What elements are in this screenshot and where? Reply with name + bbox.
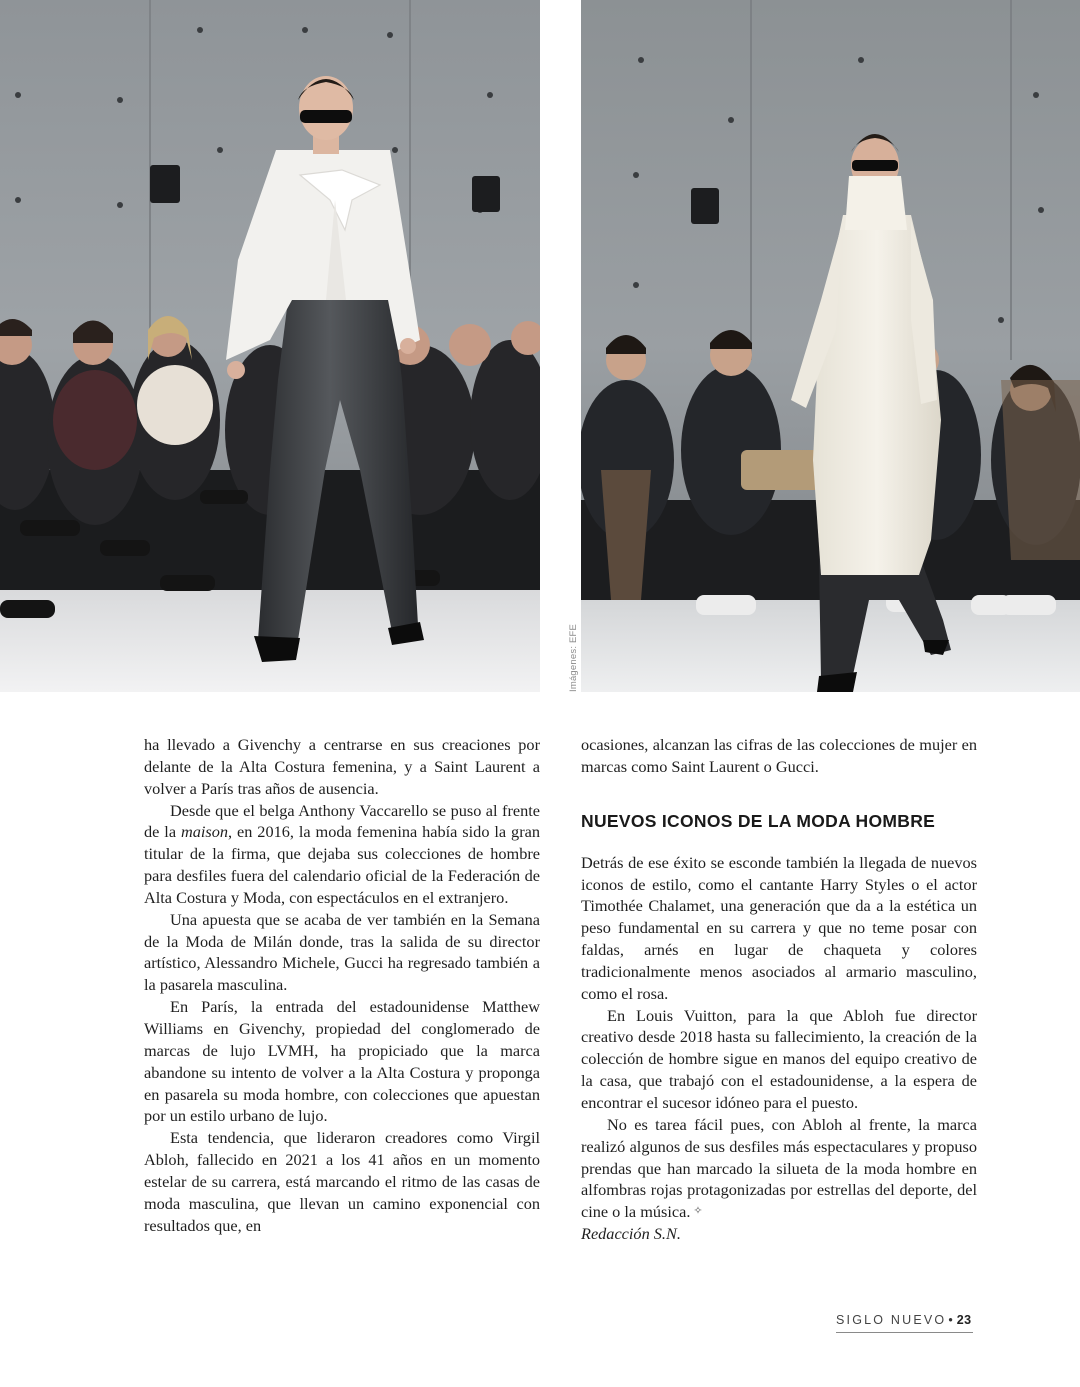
publication-name: SIGLO NUEVO bbox=[836, 1313, 947, 1327]
italic-term: maison bbox=[180, 822, 229, 842]
page-footer bbox=[836, 1313, 973, 1333]
paragraph: Esta tendencia, que lideraron creadores como Virgil Abloh, fallecido en 2021 a los 41 años en un momento estelar de su carrera, está marcando el ritmo de las casas de moda masculina, que llevan un camino exponencial con resultados que, en bbox=[144, 1128, 540, 1235]
article-column-left bbox=[144, 734, 540, 1236]
paragraph: Detrás de ese éxito se esconde también la llegada de nuevos iconos de estilo, como el cantante Harry Styles o el actor Timothée Chalamet, una generación que da a la estética un peso fundamental en su carrera y que no teme posar con faldas, arnés en lugar de chaqueta y colores tradicionalmente menos asociados al armario masculino, como el rosa. bbox=[581, 852, 977, 1003]
runway-photo-right-illustration bbox=[581, 0, 1080, 692]
paragraph bbox=[581, 1114, 977, 1223]
runway-photo-left bbox=[0, 0, 540, 692]
paragraph-text: Desde que el belga Anthony Vaccarello se puso al frente de la bbox=[144, 800, 540, 842]
footer-separator: • bbox=[948, 1313, 953, 1327]
article-column-right bbox=[581, 734, 977, 1245]
paragraph: Una apuesta que se acaba de ver también en la Semana de la Moda de Milán donde, tras la salida de su director artístico, Alessandro Michele, Gucci ha regresado también a la pasarela masculina. bbox=[144, 909, 540, 995]
paragraph: ocasiones, alcanzan las cifras de las colecciones de mujer en marcas como Saint Laurent o Gucci. bbox=[581, 735, 977, 776]
paragraph: ha llevado a Givenchy a centrarse en sus creaciones por delante de la Alta Costura femenina, y a Saint Laurent a volver a París tras años de ausencia. bbox=[144, 735, 540, 798]
author-signature-line bbox=[581, 1223, 977, 1245]
section-heading: NUEVOS ICONOS DE LA MODA HOMBRE bbox=[581, 810, 936, 831]
paragraph: En París, la entrada del estadounidense Matthew Williams en Givenchy, propiedad del conglomerado de marcas de lujo LVMH, ha propiciado que la marca abandone su intento de volver a la Alta Costura y proponga en pasarela su moda hombre, con colecciones que apuestan por un estilo urbano de lujo. bbox=[144, 997, 540, 1126]
paragraph bbox=[144, 800, 540, 909]
author-signature: Redacción S.N. bbox=[581, 1224, 681, 1244]
paragraph-text: , en 2016, la moda femenina había sido la gran titular de la firma, que dejaba sus colecciones de hombre para desfiles fuera del calendario oficial de la Federación de Alta Costura y Moda, con espectáculos en el extranjero. bbox=[144, 822, 540, 907]
end-of-article-icon: ✧ bbox=[693, 1205, 703, 1218]
runway-photo-right bbox=[581, 0, 1080, 692]
page-number: 23 bbox=[956, 1313, 972, 1327]
paragraph: En Louis Vuitton, para la que Abloh fue director creativo desde 2018 hasta su fallecimiento, la creación de la colección de hombre sigue en manos del equipo creativo de la casa, que trabajó con el estadounidense, a la espera de encontrar el sucesor idóneo para el puesto. bbox=[581, 1005, 977, 1112]
paragraph-text: No es tarea fácil pues, con Abloh al frente, la marca realizó algunos de sus desfiles más espectaculares y propuso prendas que han marcado la silueta de la moda hombre en alfombras rojas protagonizadas por estrellas del deporte, del cine o la música. bbox=[581, 1114, 977, 1222]
photo-credit: Imágenes: EFE bbox=[568, 623, 579, 692]
runway-photo-left-illustration bbox=[0, 0, 540, 692]
